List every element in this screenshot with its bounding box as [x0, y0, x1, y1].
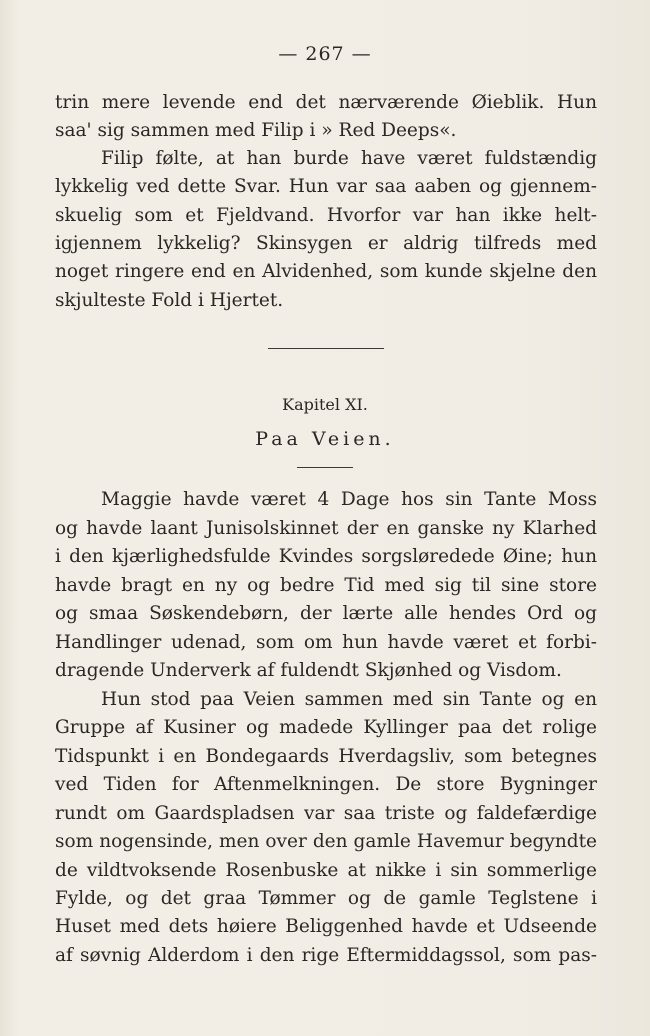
text-line: rundt om Gaardspladsen var saa triste og faldefærdige: [55, 803, 597, 824]
text-line: Maggie havde været 4 Dage hos sin Tante Moss: [101, 489, 597, 510]
chapter-title: Paa Veien.: [255, 428, 395, 450]
text-line: igjennem lykkelig? Skinsygen er aldrig tilfreds med: [55, 233, 597, 254]
text-line: skjulteste Fold i Hjertet.: [55, 290, 284, 311]
text-line: Huset med dets høiere Beliggenhed havde et Udseende: [55, 916, 597, 937]
text-line: ved Tiden for Aftenmelkningen. De store Bygninger: [55, 774, 597, 795]
text-line: i den kjærlighedsfulde Kvindes sorgsløredede Øine; hun: [55, 546, 597, 567]
text-line: Tidspunkt i en Bondegaards Hverdagsliv, som betegnes: [55, 746, 597, 767]
text-line: trin mere levende end det nærværende Øieblik. Hun: [55, 92, 597, 113]
text-line: og havde laant Junisolskinnet der en ganske ny Klarhed: [55, 518, 597, 539]
text-line: lykkelig ved dette Svar. Hun var saa aaben og gjennem-: [55, 176, 597, 197]
text-line: Handlinger udenad, som om hun havde været et forbi-: [55, 632, 597, 653]
text-line: Gruppe af Kusiner og madede Kyllinger paa det rolige: [55, 717, 597, 738]
text-line: skuelig som et Fjeldvand. Hvorfor var han ikke helt-: [55, 205, 597, 226]
text-line: Hun stod paa Veien sammen med sin Tante og en: [101, 689, 597, 710]
text-line: dragende Underverk af fuldendt Skjønhed og Visdom.: [55, 660, 562, 681]
text-line: saa' sig sammen med Filip i » Red Deeps«.: [55, 120, 457, 141]
title-underline: [297, 467, 353, 468]
text-line: af søvnig Alderdom i den rige Eftermiddagssol, som pas-: [55, 945, 597, 966]
section-divider: [268, 348, 384, 349]
text-line: de vildtvoksende Rosenbuske at nikke i sin sommerlige: [55, 860, 597, 881]
text-line: Filip følte, at han burde have været fuldstændig: [101, 148, 597, 169]
text-line: havde bragt en ny og bedre Tid med sig til sine store: [55, 575, 597, 596]
text-line: Fylde, og det graa Tømmer og de gamle Teglstene i: [55, 888, 597, 909]
chapter-label: Kapitel XI.: [282, 395, 368, 414]
text-line: som nogensinde, men over den gamle Havemur begyndte: [55, 831, 597, 852]
text-line: og smaa Søskendebørn, der lærte alle hendes Ord og: [55, 603, 597, 624]
page-number: — 267 —: [278, 43, 372, 65]
text-line: noget ringere end en Alvidenhed, som kunde skjelne den: [55, 261, 597, 282]
